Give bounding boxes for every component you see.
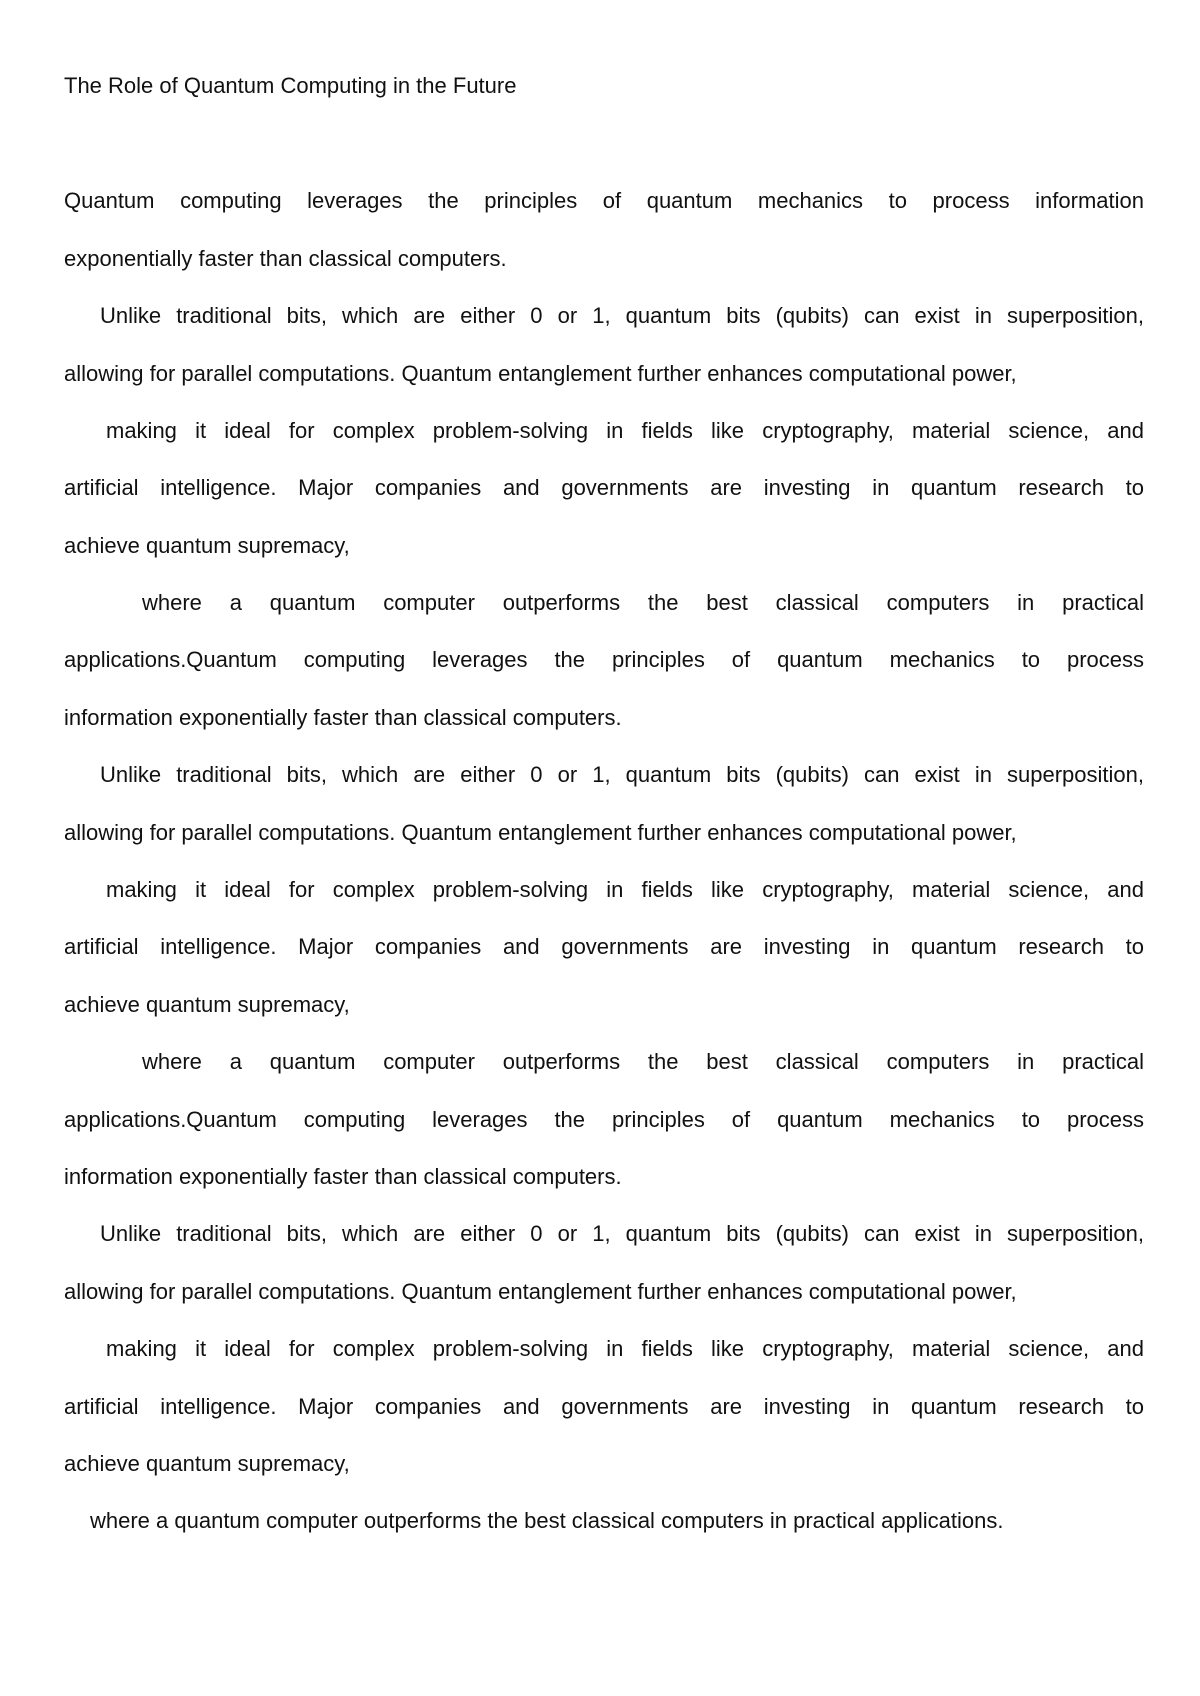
body-line: making it ideal for complex problem-solving in fields like cryptography, material science, and [106, 418, 1144, 443]
document-title: The Role of Quantum Computing in the Future [64, 73, 517, 98]
body-line: making it ideal for complex problem-solving in fields like cryptography, material science, and [106, 877, 1144, 902]
body-line: artificial intelligence. Major companies and governments are investing in quantum research to [64, 1394, 1144, 1419]
body-line: artificial intelligence. Major companies and governments are investing in quantum research to [64, 475, 1144, 500]
body-line: Quantum computing leverages the principles of quantum mechanics to process information [64, 188, 1144, 213]
body-line: achieve quantum supremacy, [64, 1451, 350, 1476]
body-line: achieve quantum supremacy, [64, 533, 350, 558]
body-line: where a quantum computer outperforms the best classical computers in practical [142, 590, 1144, 615]
body-line: Unlike traditional bits, which are either 0 or 1, quantum bits (qubits) can exist in superposition, [100, 1221, 1144, 1246]
body-line: achieve quantum supremacy, [64, 992, 350, 1017]
body-line: information exponentially faster than classical computers. [64, 705, 622, 730]
body-line: allowing for parallel computations. Quantum entanglement further enhances computational power, [64, 1279, 1017, 1304]
body-line: exponentially faster than classical computers. [64, 246, 507, 271]
body-line: allowing for parallel computations. Quantum entanglement further enhances computational power, [64, 820, 1017, 845]
body-line: applications.Quantum computing leverages the principles of quantum mechanics to process [64, 1107, 1144, 1132]
body-line: Unlike traditional bits, which are either 0 or 1, quantum bits (qubits) can exist in superposition, [100, 762, 1144, 787]
body-line: artificial intelligence. Major companies and governments are investing in quantum research to [64, 934, 1144, 959]
body-line: where a quantum computer outperforms the best classical computers in practical [142, 1049, 1144, 1074]
body-line: where a quantum computer outperforms the best classical computers in practical applications. [90, 1508, 1004, 1533]
body-line: information exponentially faster than classical computers. [64, 1164, 622, 1189]
body-line: applications.Quantum computing leverages the principles of quantum mechanics to process [64, 647, 1144, 672]
body-line: making it ideal for complex problem-solving in fields like cryptography, material science, and [106, 1336, 1144, 1361]
body-line: allowing for parallel computations. Quantum entanglement further enhances computational power, [64, 361, 1017, 386]
body-line: Unlike traditional bits, which are either 0 or 1, quantum bits (qubits) can exist in superposition, [100, 303, 1144, 328]
